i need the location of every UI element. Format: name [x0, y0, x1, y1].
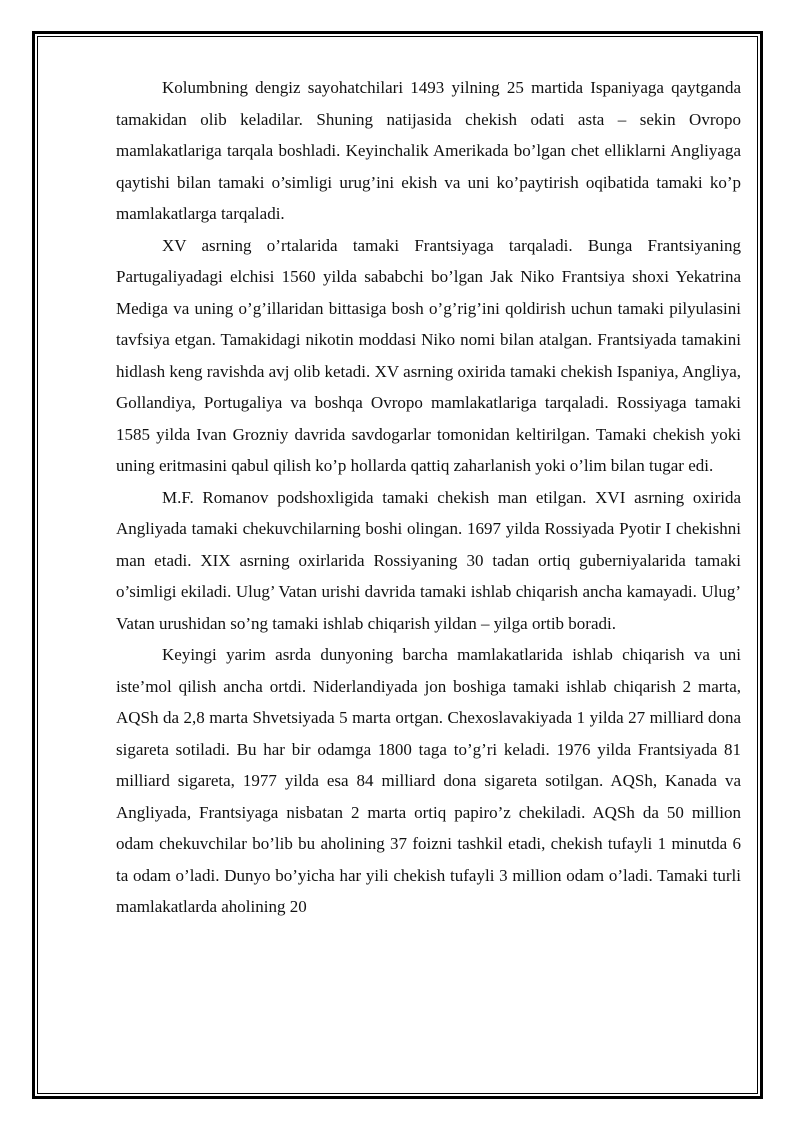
paragraph-3: M.F. Romanov podshoxligida tamaki chekish man etilgan. XVI asrning oxirida Angliyada tamaki chekuvchilarning boshi olingan. 1697 yilda Rossiyada Pyotir I chekishni man etadi. XIX asrning oxirlarida Rossiyaning 30 tadan ortiq guberniyalarida tamaki o’simligi ekiladi. Ulug’ Vatan urishi davrida tamaki ishlab chiqarish ancha kamayadi. Ulug’ Vatan urushidan so’ng tamaki ishlab chiqarish yildan – yilga ortib boradi. [116, 487, 741, 633]
paragraph-4: Keyingi yarim asrda dunyoning barcha mamlakatlarida ishlab chiqarish va uni iste’mol qilish ancha ortdi. Niderlandiyada jon boshiga tamaki ishlab chiqarish 2 marta, AQSh da 2,8 marta Shvetsiyada 5 marta ortgan. Chexoslavakiyada 1 yilda 27 milliard dona sigareta sotiladi. Bu har bir odamga 1800 taga to’g’ri keladi. 1976 yilda Frantsiyada 81 milliard sigareta, 1977 yilda esa 84 milliard dona sigareta sotilgan. AQSh, Kanada va Angliyada, Frantsiyaga nisbatan 2 marta ortiq papiro’z chekiladi. AQSh da 50 million odam chekuvchilar bo’lib bu aholining 37 foizni tashkil etadi, chekish tufayli 1 minutda 6 ta odam o’ladi. Dunyo bo’yicha har yili chekish tufayli 3 million odam o’ladi. Tamaki turli mamlakatlarda aholining 20 [116, 645, 741, 916]
paragraph-2: XV asrning o’rtalarida tamaki Frantsiyaga tarqaladi. Bunga Frantsiyaning Partugaliyadagi elchisi 1560 yilda sababchi bo’lgan Jak Niko Frantsiya shoxi Yekatrina Mediga va uning o’g’illaridan bittasiga bosh o’g’rig’ini qoldirish uchun tamaki pilyulasini tavfsiya etgan. Tamakidagi nikotin moddasi Niko nomi bilan atalgan. Frantsiyada tamakini hidlash keng ravishda avj olib ketadi. XV asrning oxirida tamaki chekish Ispaniya, Angliya, Gollandiya, Portugaliya va boshqa Ovropo mamlakatlariga tarqaladi. Rossiyaga tamaki 1585 yilda Ivan Grozniy davrida savdogarlar tomonidan keltirilgan. Tamaki chekish yoki uning eritmasini qabul qilish ko’p hollarda qattiq zaharlanish yoki o’lim bilan tugar edi. [116, 235, 741, 475]
document-body [116, 72, 741, 923]
paragraph-1: Kolumbning dengiz sayohatchilari 1493 yilning 25 martida Ispaniyaga qaytganda tamakidan olib keladilar. Shuning natijasida chekish odati asta – sekin Ovropo mamlakatlariga tarqala boshladi. Keyinchalik Amerikada bo’lgan chet elliklarni Angliyaga qaytishi bilan tamaki o’simligi urug’ini ekish va uni ko’paytirish oqibatida tamaki ko’p mamlakatlarga tarqaladi. [116, 78, 741, 223]
